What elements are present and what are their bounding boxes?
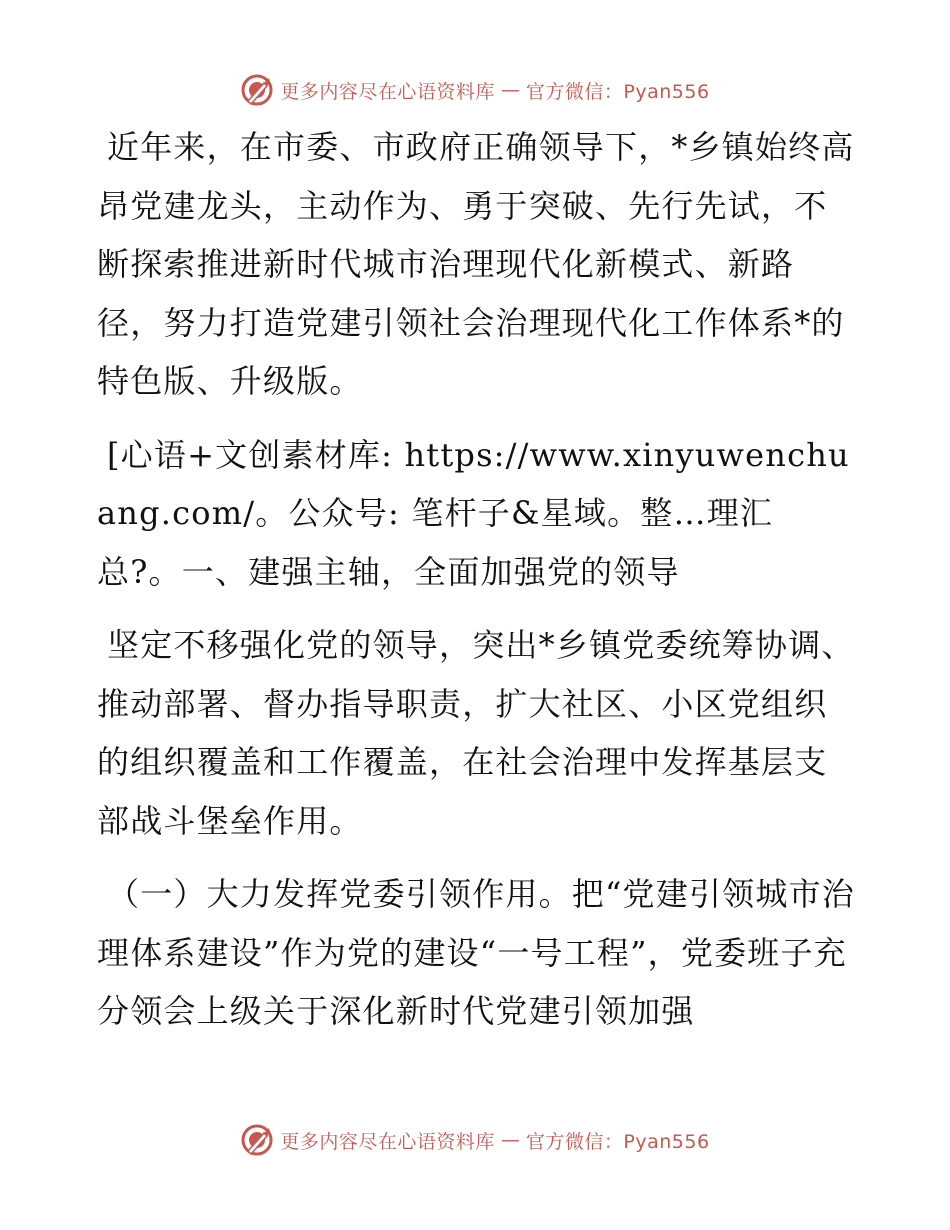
watermark-text: 更多内容尽在心语资料库 <box>280 1130 495 1153</box>
watermark-suffix: 官方微信：Pyan556 <box>525 80 710 103</box>
paragraph-leadership: 坚定不移强化党的领导，突出*乡镇党委统筹协调、推动部署、督办指导职责，扩大社区、小区党组织的组织覆盖和工作覆盖，在社会治理中发挥基层支部战斗堡垒作用。 <box>97 626 855 840</box>
pen-logo-icon <box>240 1123 274 1157</box>
pen-logo-icon <box>240 73 274 107</box>
watermark-footer <box>0 1120 950 1160</box>
watermark-text: 更多内容尽在心语资料库 <box>280 80 495 103</box>
watermark-separator: — <box>500 1129 520 1151</box>
document-body <box>97 118 857 1056</box>
paragraph-section-one: （一）大力发挥党委引领作用。把“党建引领城市治理体系建设”作为党的建设“一号工程”，党委班子充分领会上级关于深化新时代党建引领加强 <box>97 875 855 1030</box>
watermark-suffix: 官方微信：Pyan556 <box>525 1130 710 1153</box>
watermark-separator: — <box>500 79 520 101</box>
watermark-header <box>0 70 950 110</box>
paragraph-source-and-heading: [心语+文创素材库: https://www.xinyuwenchuang.com/。公众号: 笔杆子&星域。整…理汇总?。一、建强主轴，全面加强党的领导 <box>97 435 850 591</box>
paragraph-intro: 近年来，在市委、市政府正确领导下，*乡镇始终高昂党建龙头，主动作为、勇于突破、先行先试，不断探索推进新时代城市治理现代化新模式、新路径，努力打造党建引领社会治理现代化工作体系*的特色版、升级版。 <box>97 128 855 400</box>
